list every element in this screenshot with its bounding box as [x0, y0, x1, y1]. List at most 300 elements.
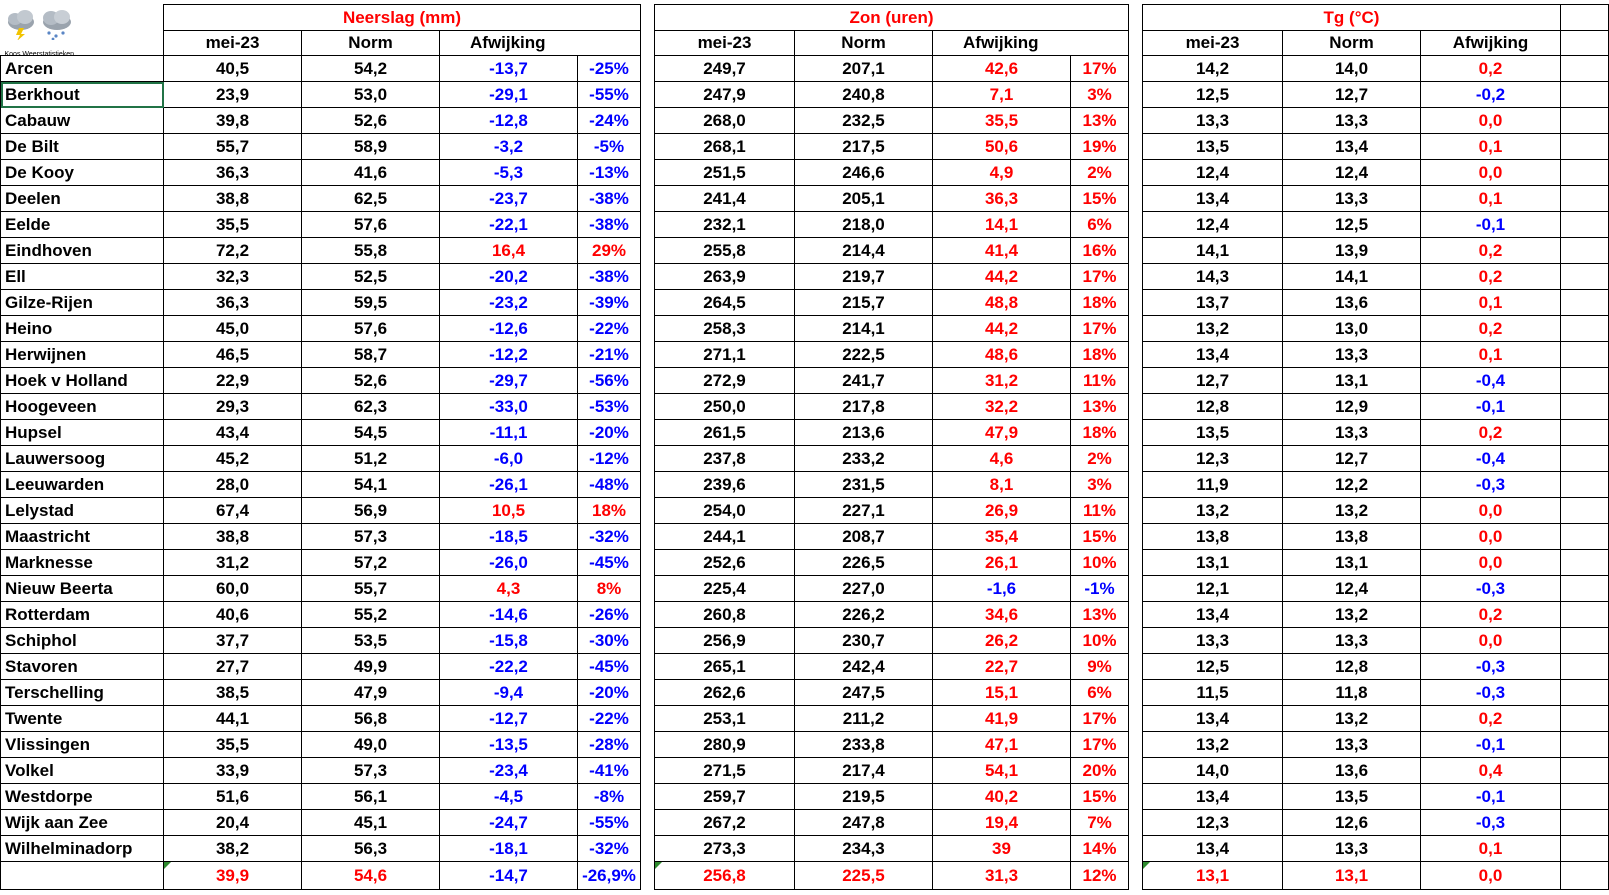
- sun-norm-value[interactable]: 234,3: [795, 836, 933, 862]
- sun-month-value[interactable]: 280,9: [655, 732, 795, 758]
- totals-label-cell[interactable]: [1, 862, 164, 890]
- sun-deviation-value[interactable]: 39: [933, 836, 1071, 862]
- empty-cell[interactable]: [1561, 264, 1609, 290]
- temp-deviation-value[interactable]: -0,1: [1421, 212, 1561, 238]
- precip-norm-value[interactable]: 54,1: [302, 472, 440, 498]
- sun-deviation-percent[interactable]: 17%: [1071, 706, 1129, 732]
- precip-norm-value[interactable]: 55,7: [302, 576, 440, 602]
- precip-deviation-percent[interactable]: -38%: [578, 212, 641, 238]
- sun-deviation-percent[interactable]: 13%: [1071, 394, 1129, 420]
- precip-deviation-percent[interactable]: -25%: [578, 56, 641, 82]
- sun-norm-value[interactable]: 232,5: [795, 108, 933, 134]
- precip-norm-value[interactable]: 58,7: [302, 342, 440, 368]
- precip-deviation-value[interactable]: -12,7: [440, 706, 578, 732]
- sun-deviation-value[interactable]: 47,9: [933, 420, 1071, 446]
- sun-deviation-percent[interactable]: 6%: [1071, 680, 1129, 706]
- sun-norm-value[interactable]: 215,7: [795, 290, 933, 316]
- sun-month-value[interactable]: 271,5: [655, 758, 795, 784]
- precip-month-value[interactable]: 32,3: [164, 264, 302, 290]
- precip-deviation-percent[interactable]: -21%: [578, 342, 641, 368]
- empty-cell[interactable]: [1561, 862, 1609, 890]
- sun-deviation-value[interactable]: 26,9: [933, 498, 1071, 524]
- precip-month-value[interactable]: 36,3: [164, 290, 302, 316]
- precip-norm-value[interactable]: 58,9: [302, 134, 440, 160]
- precip-norm-value[interactable]: 57,6: [302, 316, 440, 342]
- precip-deviation-value[interactable]: -29,7: [440, 368, 578, 394]
- precip-norm-value[interactable]: 47,9: [302, 680, 440, 706]
- sun-deviation-percent[interactable]: 15%: [1071, 784, 1129, 810]
- station-name[interactable]: Westdorpe: [1, 784, 164, 810]
- sun-month-value[interactable]: 263,9: [655, 264, 795, 290]
- precip-deviation-value[interactable]: -12,6: [440, 316, 578, 342]
- sun-deviation-value[interactable]: 50,6: [933, 134, 1071, 160]
- sun-month-value[interactable]: 256,9: [655, 628, 795, 654]
- station-name[interactable]: Deelen: [1, 186, 164, 212]
- empty-cell[interactable]: [1561, 498, 1609, 524]
- temp-norm-value[interactable]: 13,3: [1283, 836, 1421, 862]
- precip-deviation-percent[interactable]: -41%: [578, 758, 641, 784]
- precip-deviation-percent[interactable]: -28%: [578, 732, 641, 758]
- sun-norm-value[interactable]: 208,7: [795, 524, 933, 550]
- precip-deviation-percent[interactable]: -5%: [578, 134, 641, 160]
- precip-month-value[interactable]: 38,2: [164, 836, 302, 862]
- temp-norm-value[interactable]: 12,7: [1283, 446, 1421, 472]
- sun-deviation-percent[interactable]: 17%: [1071, 732, 1129, 758]
- temp-norm-value[interactable]: 13,3: [1283, 628, 1421, 654]
- sun-deviation-value[interactable]: 14,1: [933, 212, 1071, 238]
- sun-deviation-percent[interactable]: 17%: [1071, 264, 1129, 290]
- precip-deviation-value[interactable]: -11,1: [440, 420, 578, 446]
- empty-cell[interactable]: [1561, 654, 1609, 680]
- precip-deviation-value[interactable]: -33,0: [440, 394, 578, 420]
- temp-norm-value[interactable]: 13,8: [1283, 524, 1421, 550]
- precip-month-value[interactable]: 27,7: [164, 654, 302, 680]
- sun-norm-value[interactable]: 222,5: [795, 342, 933, 368]
- temp-deviation-value[interactable]: 0,0: [1421, 550, 1561, 576]
- temp-deviation-value[interactable]: 0,2: [1421, 420, 1561, 446]
- precip-norm-value[interactable]: 62,3: [302, 394, 440, 420]
- precip-deviation-value[interactable]: -15,8: [440, 628, 578, 654]
- precip-month-value[interactable]: 55,7: [164, 134, 302, 160]
- precip-deviation-value[interactable]: -12,2: [440, 342, 578, 368]
- temp-norm-value[interactable]: 14,0: [1283, 56, 1421, 82]
- sun-norm-value[interactable]: 246,6: [795, 160, 933, 186]
- sun-month-value[interactable]: 239,6: [655, 472, 795, 498]
- precip-month-value[interactable]: 44,1: [164, 706, 302, 732]
- station-name[interactable]: Maastricht: [1, 524, 164, 550]
- temp-month-value[interactable]: 14,2: [1143, 56, 1283, 82]
- sun-deviation-percent[interactable]: 11%: [1071, 498, 1129, 524]
- temp-month-value[interactable]: 12,5: [1143, 654, 1283, 680]
- sun-month-value[interactable]: 268,0: [655, 108, 795, 134]
- sun-deviation-value[interactable]: 4,9: [933, 160, 1071, 186]
- sun-deviation-value[interactable]: 42,6: [933, 56, 1071, 82]
- precip-total-norm[interactable]: 54,6: [302, 862, 440, 890]
- empty-cell[interactable]: [1561, 368, 1609, 394]
- sun-month-value[interactable]: 252,6: [655, 550, 795, 576]
- precip-deviation-value[interactable]: -5,3: [440, 160, 578, 186]
- sun-deviation-percent[interactable]: -1%: [1071, 576, 1129, 602]
- temp-month-value[interactable]: 13,3: [1143, 628, 1283, 654]
- empty-cell[interactable]: [1561, 810, 1609, 836]
- sun-deviation-value[interactable]: 7,1: [933, 82, 1071, 108]
- sun-total-deviation[interactable]: 31,3: [933, 862, 1071, 890]
- temp-month-value[interactable]: 13,4: [1143, 706, 1283, 732]
- precip-deviation-value[interactable]: -23,4: [440, 758, 578, 784]
- precip-month-value[interactable]: 38,8: [164, 186, 302, 212]
- sun-deviation-value[interactable]: 48,6: [933, 342, 1071, 368]
- sun-month-value[interactable]: 258,3: [655, 316, 795, 342]
- precip-deviation-percent[interactable]: -20%: [578, 680, 641, 706]
- temp-deviation-value[interactable]: 0,1: [1421, 186, 1561, 212]
- temp-total-deviation[interactable]: 0,0: [1421, 862, 1561, 890]
- precip-month-value[interactable]: 33,9: [164, 758, 302, 784]
- empty-cell[interactable]: [1561, 576, 1609, 602]
- precip-deviation-value[interactable]: 10,5: [440, 498, 578, 524]
- sun-deviation-value[interactable]: 54,1: [933, 758, 1071, 784]
- sun-norm-value[interactable]: 242,4: [795, 654, 933, 680]
- sun-norm-value[interactable]: 247,8: [795, 810, 933, 836]
- precip-deviation-percent[interactable]: -8%: [578, 784, 641, 810]
- precip-deviation-percent[interactable]: 18%: [578, 498, 641, 524]
- temp-month-value[interactable]: 12,5: [1143, 82, 1283, 108]
- temp-month-value[interactable]: 13,2: [1143, 316, 1283, 342]
- empty-cell[interactable]: [1561, 784, 1609, 810]
- empty-cell[interactable]: [1561, 680, 1609, 706]
- precip-month-value[interactable]: 38,8: [164, 524, 302, 550]
- temp-deviation-value[interactable]: 0,2: [1421, 56, 1561, 82]
- temp-month-value[interactable]: 13,8: [1143, 524, 1283, 550]
- temp-month-value[interactable]: 13,2: [1143, 498, 1283, 524]
- precip-deviation-value[interactable]: -18,1: [440, 836, 578, 862]
- precip-norm-value[interactable]: 56,3: [302, 836, 440, 862]
- precip-deviation-percent[interactable]: 8%: [578, 576, 641, 602]
- temp-norm-value[interactable]: 13,1: [1283, 550, 1421, 576]
- temp-month-value[interactable]: 12,3: [1143, 446, 1283, 472]
- precip-norm-value[interactable]: 56,1: [302, 784, 440, 810]
- precip-deviation-value[interactable]: -3,2: [440, 134, 578, 160]
- temp-month-value[interactable]: 11,5: [1143, 680, 1283, 706]
- temp-norm-value[interactable]: 14,1: [1283, 264, 1421, 290]
- precip-deviation-value[interactable]: -13,7: [440, 56, 578, 82]
- temp-deviation-value[interactable]: -0,1: [1421, 732, 1561, 758]
- sun-deviation-value[interactable]: 8,1: [933, 472, 1071, 498]
- sun-month-value[interactable]: 249,7: [655, 56, 795, 82]
- precip-deviation-value[interactable]: -23,7: [440, 186, 578, 212]
- temp-month-value[interactable]: 12,1: [1143, 576, 1283, 602]
- station-name[interactable]: Herwijnen: [1, 342, 164, 368]
- precip-total-month[interactable]: 39,9: [164, 862, 302, 890]
- temp-deviation-value[interactable]: -0,3: [1421, 472, 1561, 498]
- precip-deviation-percent[interactable]: -30%: [578, 628, 641, 654]
- precip-deviation-value[interactable]: -23,2: [440, 290, 578, 316]
- precip-deviation-value[interactable]: -20,2: [440, 264, 578, 290]
- sun-month-value[interactable]: 264,5: [655, 290, 795, 316]
- sun-month-value[interactable]: 247,9: [655, 82, 795, 108]
- station-name[interactable]: Arcen: [1, 56, 164, 82]
- temp-deviation-value[interactable]: -0,2: [1421, 82, 1561, 108]
- sun-deviation-percent[interactable]: 15%: [1071, 186, 1129, 212]
- precip-norm-value[interactable]: 56,8: [302, 706, 440, 732]
- precip-deviation-percent[interactable]: -12%: [578, 446, 641, 472]
- station-name[interactable]: Rotterdam: [1, 602, 164, 628]
- temp-deviation-value[interactable]: 0,1: [1421, 290, 1561, 316]
- precip-norm-value[interactable]: 49,0: [302, 732, 440, 758]
- precip-norm-value[interactable]: 49,9: [302, 654, 440, 680]
- temp-deviation-value[interactable]: 0,0: [1421, 628, 1561, 654]
- sun-month-value[interactable]: 273,3: [655, 836, 795, 862]
- temp-month-value[interactable]: 12,3: [1143, 810, 1283, 836]
- precip-month-value[interactable]: 20,4: [164, 810, 302, 836]
- precip-deviation-percent[interactable]: -39%: [578, 290, 641, 316]
- precip-deviation-value[interactable]: 16,4: [440, 238, 578, 264]
- precip-month-value[interactable]: 22,9: [164, 368, 302, 394]
- precip-norm-value[interactable]: 57,6: [302, 212, 440, 238]
- sun-month-value[interactable]: 244,1: [655, 524, 795, 550]
- precip-norm-value[interactable]: 57,2: [302, 550, 440, 576]
- precip-month-value[interactable]: 35,5: [164, 212, 302, 238]
- temp-deviation-value[interactable]: 0,2: [1421, 316, 1561, 342]
- empty-cell[interactable]: [1561, 758, 1609, 784]
- temp-month-value[interactable]: 11,9: [1143, 472, 1283, 498]
- precip-norm-value[interactable]: 45,1: [302, 810, 440, 836]
- station-name[interactable]: De Kooy: [1, 160, 164, 186]
- precip-month-value[interactable]: 46,5: [164, 342, 302, 368]
- sun-norm-value[interactable]: 226,5: [795, 550, 933, 576]
- precip-month-value[interactable]: 67,4: [164, 498, 302, 524]
- temp-total-norm[interactable]: 13,1: [1283, 862, 1421, 890]
- temp-deviation-value[interactable]: 0,0: [1421, 498, 1561, 524]
- sun-norm-value[interactable]: 240,8: [795, 82, 933, 108]
- precip-deviation-value[interactable]: -6,0: [440, 446, 578, 472]
- temp-norm-value[interactable]: 12,4: [1283, 576, 1421, 602]
- precip-month-value[interactable]: 60,0: [164, 576, 302, 602]
- sun-deviation-value[interactable]: 34,6: [933, 602, 1071, 628]
- precip-deviation-percent[interactable]: -56%: [578, 368, 641, 394]
- sun-deviation-value[interactable]: 32,2: [933, 394, 1071, 420]
- precip-norm-value[interactable]: 54,5: [302, 420, 440, 446]
- precip-deviation-percent[interactable]: -38%: [578, 264, 641, 290]
- temp-deviation-value[interactable]: -0,3: [1421, 576, 1561, 602]
- precip-norm-value[interactable]: 41,6: [302, 160, 440, 186]
- temp-norm-value[interactable]: 13,3: [1283, 108, 1421, 134]
- temp-norm-value[interactable]: 13,1: [1283, 368, 1421, 394]
- sun-deviation-value[interactable]: 41,9: [933, 706, 1071, 732]
- precip-deviation-percent[interactable]: -32%: [578, 836, 641, 862]
- sun-deviation-value[interactable]: 26,1: [933, 550, 1071, 576]
- sun-norm-value[interactable]: 219,5: [795, 784, 933, 810]
- empty-cell[interactable]: [1561, 836, 1609, 862]
- temp-norm-value[interactable]: 12,9: [1283, 394, 1421, 420]
- station-name[interactable]: Nieuw Beerta: [1, 576, 164, 602]
- sun-deviation-value[interactable]: -1,6: [933, 576, 1071, 602]
- temp-norm-value[interactable]: 13,6: [1283, 290, 1421, 316]
- station-name[interactable]: Schiphol: [1, 628, 164, 654]
- temp-deviation-value[interactable]: 0,2: [1421, 706, 1561, 732]
- sun-norm-value[interactable]: 217,5: [795, 134, 933, 160]
- precip-month-value[interactable]: 36,3: [164, 160, 302, 186]
- temp-deviation-value[interactable]: -0,3: [1421, 810, 1561, 836]
- station-name[interactable]: Berkhout: [1, 82, 164, 108]
- precip-deviation-percent[interactable]: -53%: [578, 394, 641, 420]
- temp-norm-value[interactable]: 13,3: [1283, 342, 1421, 368]
- sun-month-value[interactable]: 237,8: [655, 446, 795, 472]
- sun-deviation-percent[interactable]: 20%: [1071, 758, 1129, 784]
- sun-norm-value[interactable]: 227,0: [795, 576, 933, 602]
- empty-cell[interactable]: [1561, 238, 1609, 264]
- temp-deviation-value[interactable]: 0,0: [1421, 524, 1561, 550]
- sun-norm-value[interactable]: 214,4: [795, 238, 933, 264]
- precip-deviation-value[interactable]: -26,1: [440, 472, 578, 498]
- temp-deviation-value[interactable]: 0,4: [1421, 758, 1561, 784]
- sun-month-value[interactable]: 232,1: [655, 212, 795, 238]
- precip-month-value[interactable]: 40,6: [164, 602, 302, 628]
- sun-deviation-value[interactable]: 40,2: [933, 784, 1071, 810]
- sun-deviation-percent[interactable]: 17%: [1071, 316, 1129, 342]
- precip-norm-value[interactable]: 52,5: [302, 264, 440, 290]
- precip-deviation-value[interactable]: -22,1: [440, 212, 578, 238]
- sun-deviation-percent[interactable]: 7%: [1071, 810, 1129, 836]
- precip-deviation-percent[interactable]: -32%: [578, 524, 641, 550]
- precip-month-value[interactable]: 40,5: [164, 56, 302, 82]
- precip-deviation-value[interactable]: -12,8: [440, 108, 578, 134]
- sun-deviation-percent[interactable]: 16%: [1071, 238, 1129, 264]
- sun-deviation-value[interactable]: 15,1: [933, 680, 1071, 706]
- temp-deviation-value[interactable]: -0,3: [1421, 680, 1561, 706]
- temp-deviation-value[interactable]: -0,4: [1421, 368, 1561, 394]
- temp-deviation-value[interactable]: 0,2: [1421, 602, 1561, 628]
- sun-norm-value[interactable]: 233,8: [795, 732, 933, 758]
- empty-cell[interactable]: [1561, 446, 1609, 472]
- sun-norm-value[interactable]: 217,4: [795, 758, 933, 784]
- precip-total-deviation[interactable]: -14,7: [440, 862, 578, 890]
- temp-month-value[interactable]: 12,8: [1143, 394, 1283, 420]
- precip-norm-value[interactable]: 52,6: [302, 368, 440, 394]
- temp-month-value[interactable]: 13,7: [1143, 290, 1283, 316]
- sun-deviation-percent[interactable]: 2%: [1071, 446, 1129, 472]
- empty-cell[interactable]: [1561, 290, 1609, 316]
- sun-norm-value[interactable]: 231,5: [795, 472, 933, 498]
- temp-norm-value[interactable]: 12,7: [1283, 82, 1421, 108]
- sun-deviation-percent[interactable]: 6%: [1071, 212, 1129, 238]
- sun-month-value[interactable]: 262,6: [655, 680, 795, 706]
- sun-deviation-value[interactable]: 35,5: [933, 108, 1071, 134]
- sun-month-value[interactable]: 261,5: [655, 420, 795, 446]
- temp-month-value[interactable]: 13,4: [1143, 342, 1283, 368]
- temp-deviation-value[interactable]: 0,2: [1421, 264, 1561, 290]
- station-name[interactable]: Wijk aan Zee: [1, 810, 164, 836]
- temp-month-value[interactable]: 12,7: [1143, 368, 1283, 394]
- precip-norm-value[interactable]: 55,8: [302, 238, 440, 264]
- precip-month-value[interactable]: 38,5: [164, 680, 302, 706]
- station-name[interactable]: Marknesse: [1, 550, 164, 576]
- precip-month-value[interactable]: 43,4: [164, 420, 302, 446]
- sun-norm-value[interactable]: 214,1: [795, 316, 933, 342]
- sun-month-value[interactable]: 253,1: [655, 706, 795, 732]
- sun-deviation-percent[interactable]: 18%: [1071, 342, 1129, 368]
- precip-month-value[interactable]: 45,2: [164, 446, 302, 472]
- empty-cell[interactable]: [1561, 342, 1609, 368]
- sun-norm-value[interactable]: 205,1: [795, 186, 933, 212]
- temp-month-value[interactable]: 13,5: [1143, 134, 1283, 160]
- precip-deviation-value[interactable]: -24,7: [440, 810, 578, 836]
- precip-month-value[interactable]: 29,3: [164, 394, 302, 420]
- sun-deviation-value[interactable]: 26,2: [933, 628, 1071, 654]
- temp-norm-value[interactable]: 13,6: [1283, 758, 1421, 784]
- sun-deviation-percent[interactable]: 19%: [1071, 134, 1129, 160]
- precip-month-value[interactable]: 51,6: [164, 784, 302, 810]
- temp-norm-value[interactable]: 13,2: [1283, 498, 1421, 524]
- precip-norm-value[interactable]: 54,2: [302, 56, 440, 82]
- sun-month-value[interactable]: 250,0: [655, 394, 795, 420]
- station-name[interactable]: Hoek v Holland: [1, 368, 164, 394]
- temp-month-value[interactable]: 13,4: [1143, 836, 1283, 862]
- empty-cell[interactable]: [1561, 134, 1609, 160]
- temp-deviation-value[interactable]: 0,2: [1421, 238, 1561, 264]
- station-name[interactable]: Eelde: [1, 212, 164, 238]
- temp-deviation-value[interactable]: -0,1: [1421, 784, 1561, 810]
- temp-month-value[interactable]: 14,1: [1143, 238, 1283, 264]
- sun-total-norm[interactable]: 225,5: [795, 862, 933, 890]
- precip-deviation-percent[interactable]: -48%: [578, 472, 641, 498]
- sun-total-deviation-percent[interactable]: 12%: [1071, 862, 1129, 890]
- sun-norm-value[interactable]: 217,8: [795, 394, 933, 420]
- precip-deviation-percent[interactable]: -38%: [578, 186, 641, 212]
- precip-deviation-value[interactable]: -14,6: [440, 602, 578, 628]
- sun-month-value[interactable]: 255,8: [655, 238, 795, 264]
- sun-month-value[interactable]: 272,9: [655, 368, 795, 394]
- station-name[interactable]: Ell: [1, 264, 164, 290]
- precip-norm-value[interactable]: 55,2: [302, 602, 440, 628]
- temp-month-value[interactable]: 13,4: [1143, 784, 1283, 810]
- precip-month-value[interactable]: 35,5: [164, 732, 302, 758]
- sun-month-value[interactable]: 254,0: [655, 498, 795, 524]
- temp-norm-value[interactable]: 13,5: [1283, 784, 1421, 810]
- precip-deviation-percent[interactable]: -22%: [578, 316, 641, 342]
- temp-norm-value[interactable]: 12,4: [1283, 160, 1421, 186]
- temp-norm-value[interactable]: 13,2: [1283, 706, 1421, 732]
- empty-cell[interactable]: [1561, 160, 1609, 186]
- station-name[interactable]: Hoogeveen: [1, 394, 164, 420]
- precip-norm-value[interactable]: 57,3: [302, 758, 440, 784]
- sun-deviation-value[interactable]: 47,1: [933, 732, 1071, 758]
- sun-deviation-percent[interactable]: 2%: [1071, 160, 1129, 186]
- empty-cell[interactable]: [1561, 732, 1609, 758]
- temp-norm-value[interactable]: 11,8: [1283, 680, 1421, 706]
- station-name[interactable]: Vlissingen: [1, 732, 164, 758]
- empty-cell[interactable]: [1561, 420, 1609, 446]
- sun-month-value[interactable]: 251,5: [655, 160, 795, 186]
- precip-deviation-value[interactable]: -22,2: [440, 654, 578, 680]
- empty-cell[interactable]: [1561, 212, 1609, 238]
- precip-norm-value[interactable]: 53,5: [302, 628, 440, 654]
- temp-norm-value[interactable]: 12,5: [1283, 212, 1421, 238]
- temp-month-value[interactable]: 12,4: [1143, 160, 1283, 186]
- temp-deviation-value[interactable]: 0,1: [1421, 342, 1561, 368]
- precip-deviation-percent[interactable]: -45%: [578, 550, 641, 576]
- sun-month-value[interactable]: 271,1: [655, 342, 795, 368]
- precip-deviation-percent[interactable]: -20%: [578, 420, 641, 446]
- temp-norm-value[interactable]: 13,3: [1283, 420, 1421, 446]
- station-name[interactable]: Eindhoven: [1, 238, 164, 264]
- precip-month-value[interactable]: 45,0: [164, 316, 302, 342]
- temp-deviation-value[interactable]: 0,0: [1421, 160, 1561, 186]
- station-name[interactable]: Wilhelminadorp: [1, 836, 164, 862]
- empty-cell[interactable]: [1561, 316, 1609, 342]
- sun-norm-value[interactable]: 227,1: [795, 498, 933, 524]
- temp-month-value[interactable]: 13,4: [1143, 602, 1283, 628]
- empty-cell[interactable]: [1561, 394, 1609, 420]
